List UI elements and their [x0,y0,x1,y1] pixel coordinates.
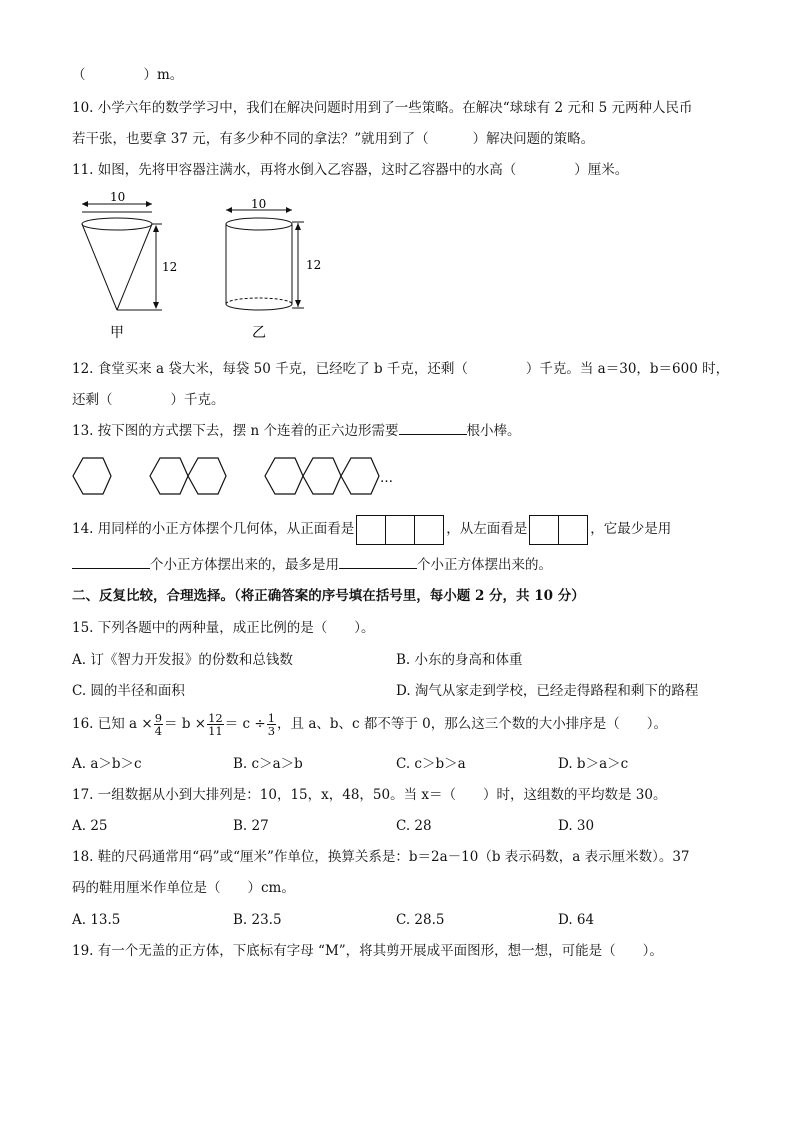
hexagon-3b [303,458,341,494]
cylinder-height-label: 12 [306,258,322,272]
cone-diameter-label: 10 [110,192,126,204]
q14-min-blank[interactable] [72,556,150,569]
q17-option-b[interactable]: B. 27 [233,818,269,834]
left-view-boxes [529,515,588,545]
q17-option-d[interactable]: D. 30 [558,818,595,834]
q15-option-d[interactable]: D. 淘气从家走到学校，已经走得路程和剩下的路程 [396,683,699,699]
q15-option-c[interactable]: C. 圆的半径和面积 [72,683,185,699]
hexagon-3a [265,458,303,494]
q17-stem: 17. 一组数据从小到大排列是：10，15，x，48，50。当 x＝（ ）时，这组数的平均数是 30。 [72,787,667,803]
fraction-1-3: $\frac{1}{3}$ [267,711,276,738]
hexagon-2b [188,458,226,494]
cone-height-label: 12 [162,260,178,274]
cone-name-label: 甲 [110,325,124,341]
cylinder-container [226,197,321,341]
fraction-9-4: $\frac{9}{4}$ [154,711,163,738]
q14-line1: 14. 用同样的小正方体摆个几何体，从正面看是 ，从左面看是 ，它最少是用 [72,514,671,545]
q10-line2: 若干张，也要拿 37 元，有多少种不同的拿法？”就用到了（ ）解决问题的策略。 [72,131,595,147]
q15-option-a[interactable]: A. 订《智力开发报》的份数和总钱数 [72,652,293,668]
q13-text: 13. 按下图的方式摆下去，摆 n 个连着的正六边形需要 根小棒。 [72,423,521,439]
hexagon-2a [150,458,188,494]
q10-line1: 10. 小学六年的数学学习中，我们在解决问题时用到了一些策略。在解决“球球有 2 元和 5 元两种人民币 [72,100,693,116]
front-view-boxes [356,515,444,545]
q14-max-blank[interactable] [339,556,417,569]
q13-hexagon-figure [70,452,400,502]
q14-line2: 个小正方体摆出来的，最多是用 个小正方体摆出来的。 [72,556,552,574]
q12-line1: 12. 食堂买来 a 袋大米，每袋 50 千克，已经吃了 b 千克，还剩（ ）千克。当 a＝30，b＝600 时， [72,361,730,377]
q17-option-c[interactable]: C. 28 [396,818,432,834]
q19-stem: 19. 有一个无盖的正方体，下底标有字母 “M”，将其剪开展成平面图形，想一想，可能是（ ）。 [72,943,663,959]
q16-option-a[interactable]: A. a＞b＞c [72,756,142,772]
q16-option-b[interactable]: B. c＞a＞b [233,756,303,772]
section-2-title: 二、反复比较，合理选择。（将正确答案的序号填在括号里，每小题 2 分，共 10 分） [72,588,585,604]
q16-stem: 16. 已知 a × $\frac{9}{4}$ ＝ b × $\frac{12}{11}$ ＝ c ÷ $\frac{1}{3}$ ，且 a、b、c 都不等于 0，那么这三个数的大小排序是（ ）。 [72,711,667,738]
q15-stem: 15. 下列各题中的两种量，成正比例的是（ ）。 [72,620,375,636]
q11-text: 11. 如图，先将甲容器注满水，再将水倒入乙容器，这时乙容器中的水高（ ）厘米。 [72,162,629,178]
q18-option-d[interactable]: D. 64 [558,912,595,928]
q18-option-a[interactable]: A. 13.5 [72,912,121,928]
cylinder-name-label: 乙 [252,325,266,341]
q12-line2: 还剩（ ）千克。 [72,392,225,408]
hexagon-ellipsis: … [380,471,393,486]
q18-option-b[interactable]: B. 23.5 [233,912,282,928]
fraction-12-11: $\frac{12}{11}$ [208,711,223,738]
q15-option-b[interactable]: B. 小东的身高和体重 [396,652,523,668]
q17-option-a[interactable]: A. 25 [72,818,108,834]
q11-figure [70,192,350,344]
q16-option-c[interactable]: C. c＞b＞a [396,756,466,772]
q16-option-d[interactable]: D. b＞a＞c [558,756,629,772]
q18-line2: 码的鞋用厘米作单位是（ ）cm。 [72,880,295,896]
hexagon-1 [73,458,111,494]
q13-answer-blank[interactable] [399,422,467,435]
q18-option-c[interactable]: C. 28.5 [396,912,445,928]
q9-tail: （ ）m。 [72,67,184,83]
cylinder-diameter-label: 10 [251,197,267,211]
hexagon-3c [341,458,379,494]
q18-line1: 18. 鞋的尺码通常用“码”或“厘米”作单位，换算关系是：b＝2a－10（b 表示码数，a 表示厘米数）。37 [72,849,690,865]
cone-container [82,192,177,341]
